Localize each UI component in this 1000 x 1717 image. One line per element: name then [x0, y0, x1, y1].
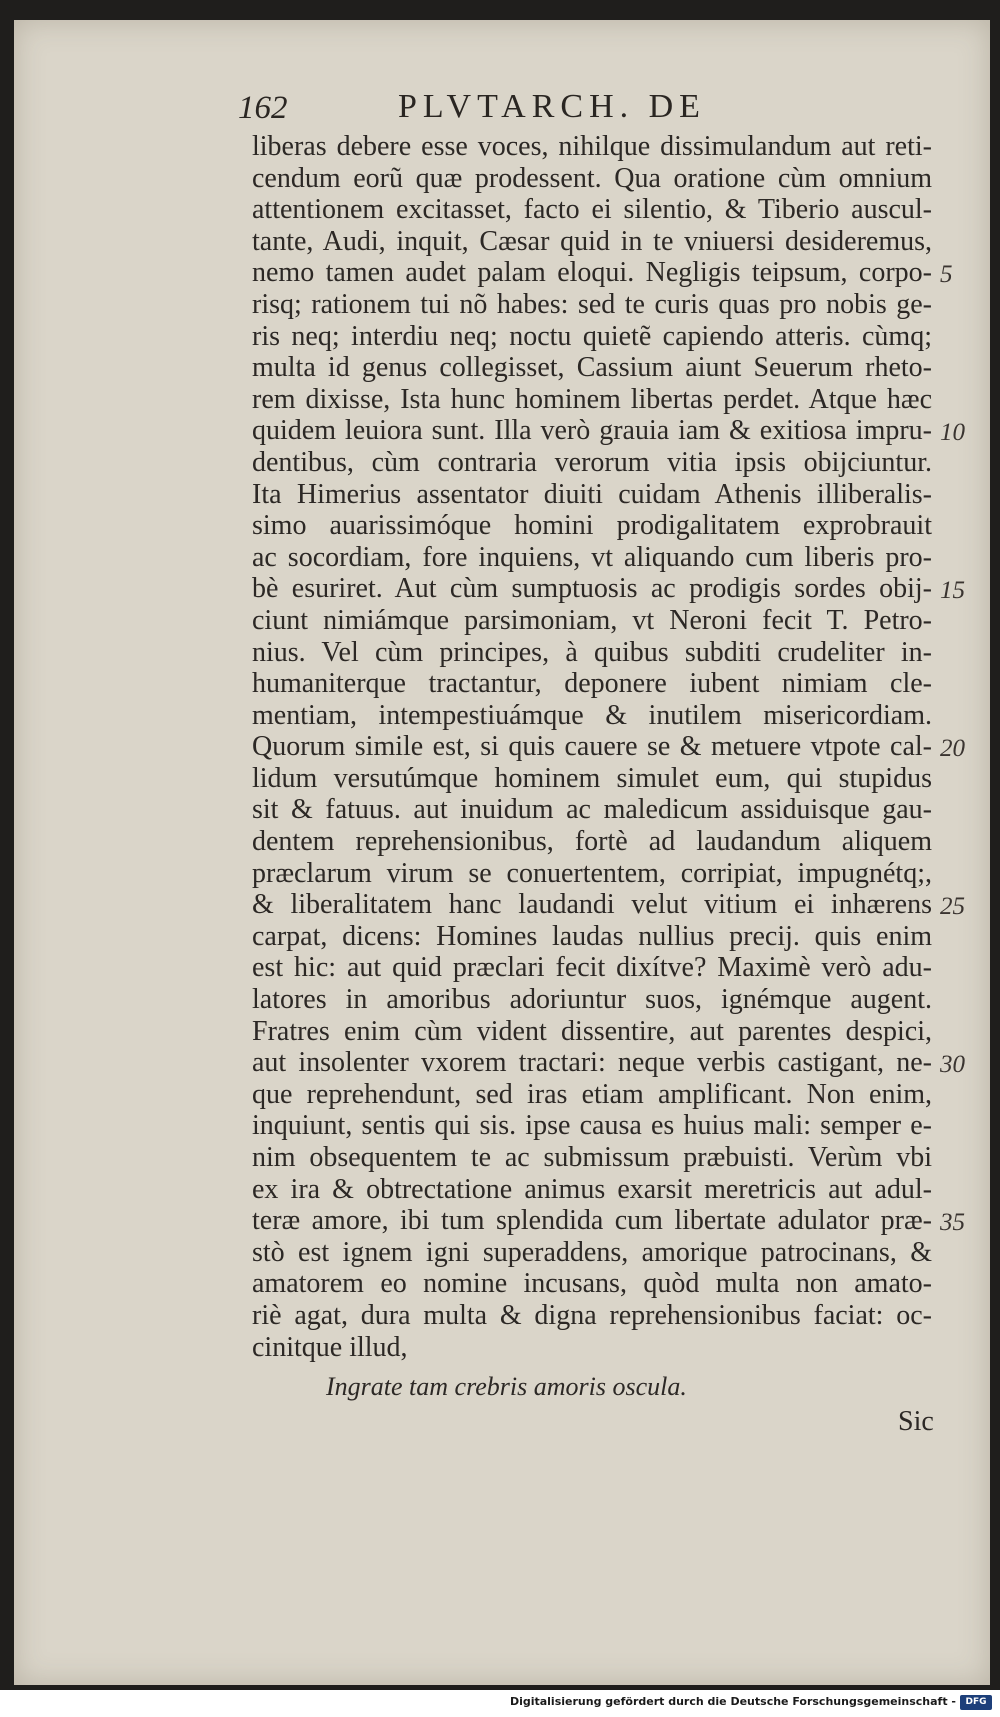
- text-line: Fratres enim cùm vident dissentire, aut parentes despici,: [252, 1015, 932, 1047]
- text-line: nim obsequentem te ac submissum præbuisti. Verùm vbi: [252, 1142, 932, 1173]
- text-line: est hic: aut quid præclari fecit dixítve? Maximè verò adu-: [252, 952, 932, 984]
- text-line: teræ amore, ibi tum splendida cum libertate adulator præ-: [252, 1205, 932, 1237]
- text-line: riè agat, dura multa & digna reprehensionibus faciat: oc-: [252, 1299, 932, 1331]
- body-text: [252, 131, 932, 1363]
- text-line: ex ira & obtrectatione animus exarsit meretricis aut adul-: [252, 1173, 932, 1205]
- margin-line-number: 20: [940, 735, 965, 763]
- text-line: ciunt nimiámque parsimoniam, vt Neroni fecit T. Petro-: [252, 604, 932, 636]
- text-line: dentem reprehensionibus, fortè ad laudandum aliquem: [252, 826, 932, 858]
- running-title: PLVTARCH. DE: [398, 88, 706, 125]
- text-line: tante, Audi, inquit, Cæsar quid in te vniuersi desideremus,: [252, 225, 932, 257]
- text-line: latores in amoribus adoriuntur suos, ignémque augent.: [252, 984, 932, 1016]
- text-line: ris neq; interdiu neq; noctu quietẽ capiendo atteris. cùmq;: [252, 320, 932, 352]
- text-line: rem dixisse, Ista hunc hominem libertas perdet. Atque hæc: [252, 383, 932, 415]
- text-line: nius. Vel cùm principes, à quibus subditi crudeliter in-: [252, 636, 932, 668]
- text-line: liberas debere esse voces, nihilque dissimulandum aut reti-: [252, 131, 932, 162]
- text-line: humaniterque tractantur, deponere iubent nimiam cle-: [252, 668, 932, 700]
- text-line: & liberalitatem hanc laudandi velut vitium ei inhærens: [252, 889, 932, 921]
- text-line: risq; rationem tui nõ habes: sed te curis quas pro nobis ge-: [252, 288, 932, 320]
- text-line: lidum versutúmque hominem simulet eum, qui stupidus: [252, 762, 932, 794]
- text-line: cinitque illud,: [252, 1331, 408, 1363]
- catchword: Sic: [898, 1406, 934, 1437]
- text-line: quidem leuiora sunt. Illa verò grauia iam & exitiosa impru-: [252, 415, 932, 447]
- text-line: carpat, dicens: Homines laudas nullius precij. quis enim: [252, 920, 932, 952]
- text-line: præclarum virum se conuertentem, corripiat, impugnétq;,: [252, 857, 932, 889]
- text-line: aut insolenter vxorem tractari: neque verbis castigant, ne-: [252, 1047, 932, 1079]
- text-line: amatorem eo nomine incusans, quòd multa non amato-: [252, 1268, 932, 1300]
- footer-bar: [0, 1690, 1000, 1717]
- text-line: que reprehendunt, sed iras etiam amplificant. Non enim,: [252, 1078, 932, 1110]
- text-line: inquiunt, sentis qui sis. ipse causa es huius mali: semper e-: [252, 1110, 932, 1142]
- margin-line-number: 35: [940, 1209, 965, 1237]
- text-line: attentionem excitasset, facto ei silentio, & Tiberio auscul-: [252, 194, 932, 226]
- margin-line-number: 25: [940, 893, 965, 921]
- text-line: ac socordiam, fore inquiens, vt aliquando cum liberis pro-: [252, 541, 932, 573]
- page-number: 162: [238, 90, 288, 126]
- text-line: Quorum simile est, si quis cauere se & metuere vtpote cal-: [252, 731, 932, 763]
- text-line: sit & fatuus. aut inuidum ac maledicum assiduisque gau-: [252, 794, 932, 826]
- text-line: stò est ignem igni superaddens, amorique patrocinans, &: [252, 1236, 932, 1268]
- dfg-logo: DFG: [960, 1695, 992, 1710]
- text-line: mentiam, intempestiuámque & inutilem misericordiam.: [252, 699, 932, 731]
- verse-line: Ingrate tam crebris amoris oscula.: [326, 1372, 687, 1401]
- text-line: nemo tamen audet palam eloqui. Negligis teipsum, corpo-: [252, 257, 932, 289]
- text-line: dentibus, cùm contraria verorum vitia ipsis obijciuntur.: [252, 446, 932, 478]
- margin-line-number: 15: [940, 577, 965, 605]
- text-line: cendum eorũ quæ prodessent. Qua oratione cùm omnium: [252, 162, 932, 194]
- margin-line-number: 30: [940, 1051, 965, 1079]
- running-head: [238, 64, 758, 134]
- text-line: simo auarissimóque homini prodigalitatem exprobrauit: [252, 510, 932, 542]
- text-line: Ita Himerius assentator diuiti cuidam Athenis illiberalis-: [252, 478, 932, 510]
- margin-line-number: 5: [940, 261, 953, 289]
- text-line: multa id genus collegisset, Cassium aiunt Seuerum rheto-: [252, 352, 932, 384]
- footer-credit: Digitalisierung gefördert durch die Deutsche Forschungsgemeinschaft -: [509, 1695, 956, 1708]
- margin-line-number: 10: [940, 419, 965, 447]
- text-line: bè esuriret. Aut cùm sumptuosis ac prodigis sordes obij-: [252, 573, 932, 605]
